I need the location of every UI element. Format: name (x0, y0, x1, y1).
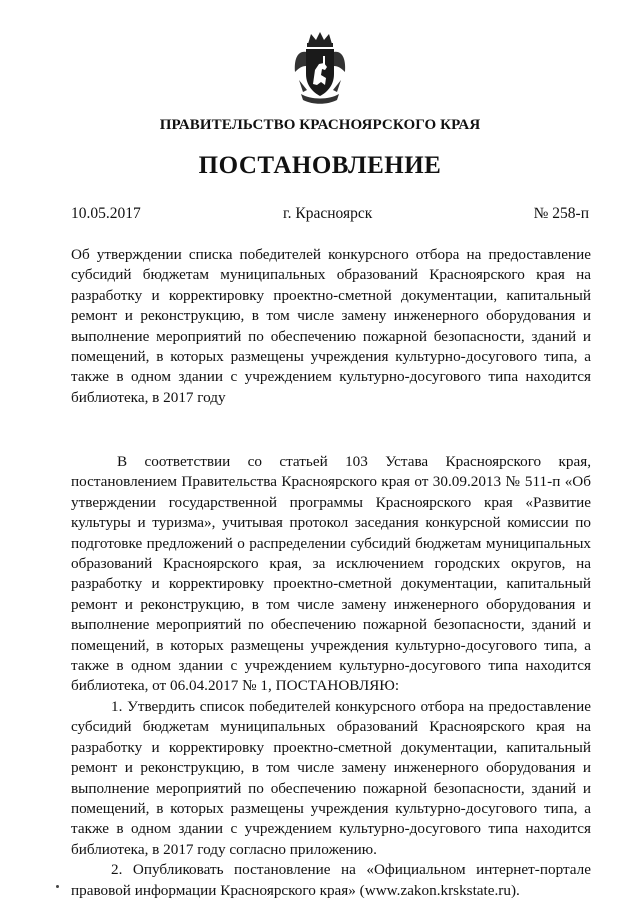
document-number: № 258-п (533, 205, 589, 222)
document-city: г. Красноярск (283, 205, 373, 222)
document-date: 10.05.2017 (71, 205, 141, 222)
document-type-heading: ПОСТАНОВЛЕНИЕ (198, 152, 442, 179)
krasnoyarsk-coat-of-arms-icon (293, 30, 347, 106)
document-body (71, 452, 591, 901)
organization-title: ПРАВИТЕЛЬСТВО КРАСНОЯРСКОГО КРАЯ (159, 117, 481, 133)
clause-1-paragraph: 1. Утвердить список победителей конкурсного отбора на предоставление субсидий бюджетам муниципальных образований Красноярского края на разработку и корректировку проектно-сметной документации, капитальный ремонт и реконструкцию, в том числе замену инженерного оборудования и выполнение мероприятий по обеспечению пожарной безопасности, зданий и помещений, в которых размещены учреждения культурно-досугового типа, а также в одном здании с учреждением культурно-досугового типа находится библиотека, в 2017 году согласно приложению. (71, 697, 591, 858)
document-meta-row (71, 205, 589, 225)
document-subject-title: Об утверждении списка победителей конкурсного отбора на предоставление субсидий бюджетам муниципальных образований Красноярского края на разработку и корректировку проектно-сметной документации, капитальный ремонт и реконструкцию, в том числе замену инженерного оборудования и выполнение мероприятий по обеспечению пожарной безопасности, зданий и помещений, в которых размещены учреждения культурно-досугового типа, а также в одном здании с учреждением культурно-досугового типа находится библиотека, в 2017 году (71, 246, 591, 406)
clause-2-paragraph: 2. Опубликовать постановление на «Официальном интернет-портале правовой информации Красноярского края» (www.zakon.krskstate.ru). (71, 861, 591, 899)
preamble-paragraph: В соответствии со статьей 103 Устава Красноярского края, постановлением Правительства Красноярского края от 30.09.2013 № 511-п «Об утверждении государственной программы Красноярского края «Развитие культуры и туризма», учитывая протокол заседания конкурсной комиссии по подготовке предложений о распределении субсидий бюджетам муниципальных образований Красноярского края, за исключением городских округов, на разработку и корректировку проектно-сметной документации, капитальный ремонт и реконструкцию, в том числе замену инженерного оборудования и выполнение мероприятий по обеспечению пожарной безопасности, зданий и помещений, в которых размещены учреждения культурно-досугового типа, а также в одном здании с учреждением культурно-досугового типа находится библиотека, от 06.04.2017 № 1, ПОСТАНОВЛЯЮ: (71, 453, 591, 695)
scan-dot-mark (56, 885, 59, 888)
